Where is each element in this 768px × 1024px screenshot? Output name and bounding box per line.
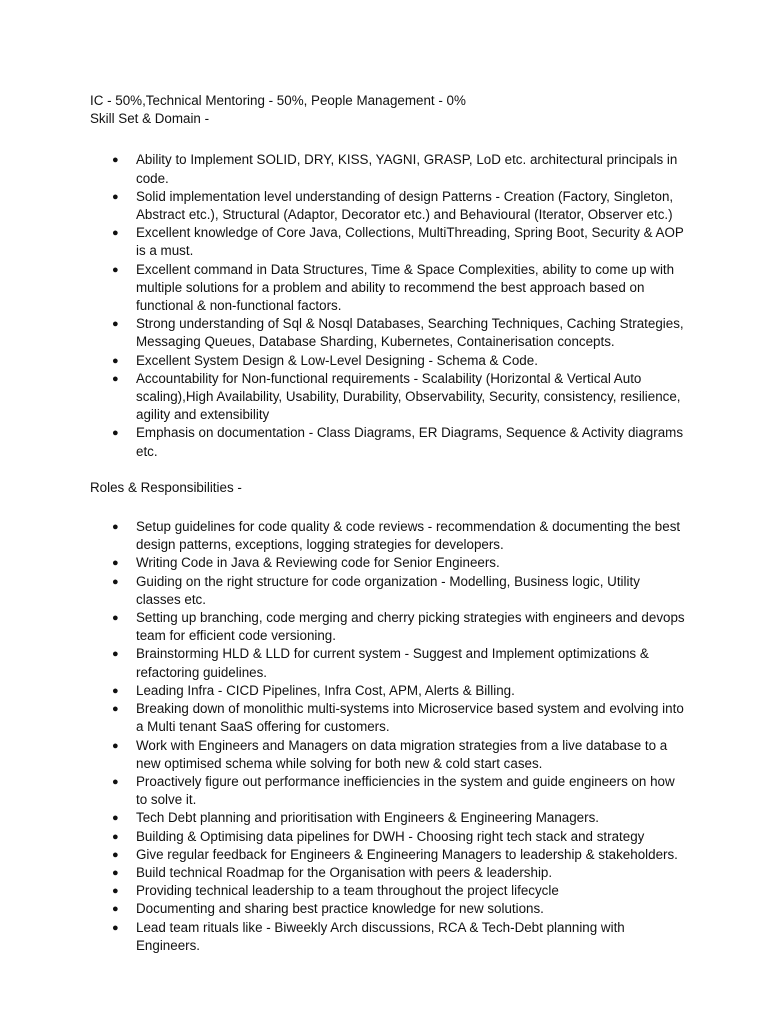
bullet-icon: ● [112,521,119,534]
bullet-icon: ● [112,427,119,440]
list-item-line: to solve it. [136,792,197,808]
bullet-icon: ● [112,812,119,825]
list-item [90,261,690,316]
list-item [90,554,690,572]
list-item-line: Proactively figure out performance inefficiencies in the system and guide engineers on how [136,773,675,789]
bullet-icon: ● [112,263,119,276]
list-item [90,188,690,224]
bullet-icon: ● [112,775,119,788]
list-item [90,882,690,900]
bullet-icon: ● [112,575,119,588]
list-item [90,518,690,554]
list-item-line: Engineers. [136,937,201,953]
list-item [90,864,690,882]
list-item [90,828,690,846]
list-item [90,700,690,736]
bullet-icon: ● [112,866,119,879]
list-item-line: Strong understanding of Sql & Nosql Databases, Searching Techniques, Caching Strategies, [136,316,684,332]
list-item-line: Emphasis on documentation - Class Diagrams, ER Diagrams, Sequence & Activity diagrams [136,425,684,441]
roles-heading: Roles & Responsibilities - [90,479,242,495]
list-item-line: Providing technical leadership to a team throughout the project lifecycle [136,883,559,899]
bullet-icon: ● [112,190,119,203]
bullet-icon: ● [112,318,119,331]
bullet-icon: ● [112,612,119,625]
list-item-line: agility and extensibility [136,407,270,423]
list-item-line: scaling),High Availability, Usability, Durability, Observability, Security, consistency, resilience, [136,389,681,405]
list-item-line: Guiding on the right structure for code organization - Modelling, Business logic, Utility [136,573,640,589]
bullet-icon: ● [112,848,119,861]
list-item-line: Messaging Queues, Database Sharding, Kubernetes, Containerisation concepts. [136,334,615,350]
list-item-line: functional & non-functional factors. [136,298,342,314]
list-item-line: multiple solutions for a problem and ability to recommend the best approach based on [136,279,645,295]
list-item-line: Solid implementation level understanding of design Patterns - Creation (Factory, Singleton, [136,188,674,204]
list-item-line: classes etc. [136,591,206,607]
list-item-line: Build technical Roadmap for the Organisation with peers & leadership. [136,864,553,880]
list-item-line: Give regular feedback for Engineers & Engineering Managers to leadership & stakeholders. [136,846,678,862]
list-item-line: Setting up branching, code merging and cherry picking strategies with engineers and devops [136,610,685,626]
skills-heading: Skill Set & Domain - [90,111,210,127]
list-item-line: Leading Infra - CICD Pipelines, Infra Cost, APM, Alerts & Billing. [136,682,515,698]
list-item-line: a Multi tenant SaaS offering for customers. [136,719,390,735]
bullet-icon: ● [112,684,119,697]
list-item-line: Documenting and sharing best practice knowledge for new solutions. [136,901,544,917]
list-item [90,773,690,809]
list-item [90,846,690,864]
list-item [90,682,690,700]
list-item-line: Brainstorming HLD & LLD for current system - Suggest and Implement optimizations & [136,646,649,662]
list-item-line: Excellent knowledge of Core Java, Collections, MultiThreading, Spring Boot, Security & AOP [136,225,684,241]
list-item [90,224,690,260]
list-item-line: Lead team rituals like - Biweekly Arch discussions, RCA & Tech-Debt planning with [136,919,625,935]
list-item [90,424,690,460]
list-item [90,645,690,681]
list-item-line: Setup guidelines for code quality & code reviews - recommendation & documenting the best [136,519,681,535]
list-item [90,315,690,351]
bullet-icon: ● [112,903,119,916]
list-item-line: Breaking down of monolithic multi-systems into Microservice based system and evolving into [136,701,684,717]
list-item-line: etc. [136,443,158,459]
bullet-icon: ● [112,354,119,367]
list-item-line: Excellent System Design & Low-Level Designing - Schema & Code. [136,352,538,368]
list-item-line: design patterns, exceptions, logging strategies for developers. [136,537,504,553]
list-item [90,919,690,955]
bullet-icon: ● [112,648,119,661]
list-item-line: team for efficient code versioning. [136,628,336,644]
bullet-icon: ● [112,703,119,716]
bullet-icon: ● [112,921,119,934]
bullet-icon: ● [112,739,119,752]
list-item-line: refactoring guidelines. [136,664,268,680]
list-item [90,151,690,187]
list-item [90,809,690,827]
list-item-line: Ability to Implement SOLID, DRY, KISS, YAGNI, GRASP, LoD etc. architectural principals in [136,152,678,168]
list-item-line: new optimised schema while solving for both new & cold start cases. [136,755,543,771]
allocation-line: IC - 50%,Technical Mentoring - 50%, People Management - 0% [90,93,466,108]
list-item-line: code. [136,170,169,186]
list-item [90,609,690,645]
list-item-line: is a must. [136,243,194,259]
bullet-icon: ● [112,154,119,167]
list-item-line: Writing Code in Java & Reviewing code for Senior Engineers. [136,555,500,571]
list-item [90,352,690,370]
list-item [90,900,690,918]
bullet-icon: ● [112,227,119,240]
list-item [90,737,690,773]
list-item-line: Abstract etc.), Structural (Adaptor, Decorator etc.) and Behavioural (Iterator, Observer etc.) [136,207,673,223]
bullet-icon: ● [112,830,119,843]
list-item [90,370,690,425]
list-item-line: Tech Debt planning and prioritisation with Engineers & Engineering Managers. [136,810,599,826]
list-item [90,573,690,609]
skills-list [90,151,690,460]
roles-list [90,518,690,955]
document-page [90,92,690,955]
list-item-line: Accountability for Non-functional requirements - Scalability (Horizontal & Vertical Auto [136,370,642,386]
bullet-icon: ● [112,557,119,570]
list-item-line: Excellent command in Data Structures, Time & Space Complexities, ability to come up with [136,261,675,277]
bullet-icon: ● [112,885,119,898]
list-item-line: Building & Optimising data pipelines for DWH - Choosing right tech stack and strategy [136,828,645,844]
bullet-icon: ● [112,372,119,385]
list-item-line: Work with Engineers and Managers on data migration strategies from a live database to a [136,737,668,753]
